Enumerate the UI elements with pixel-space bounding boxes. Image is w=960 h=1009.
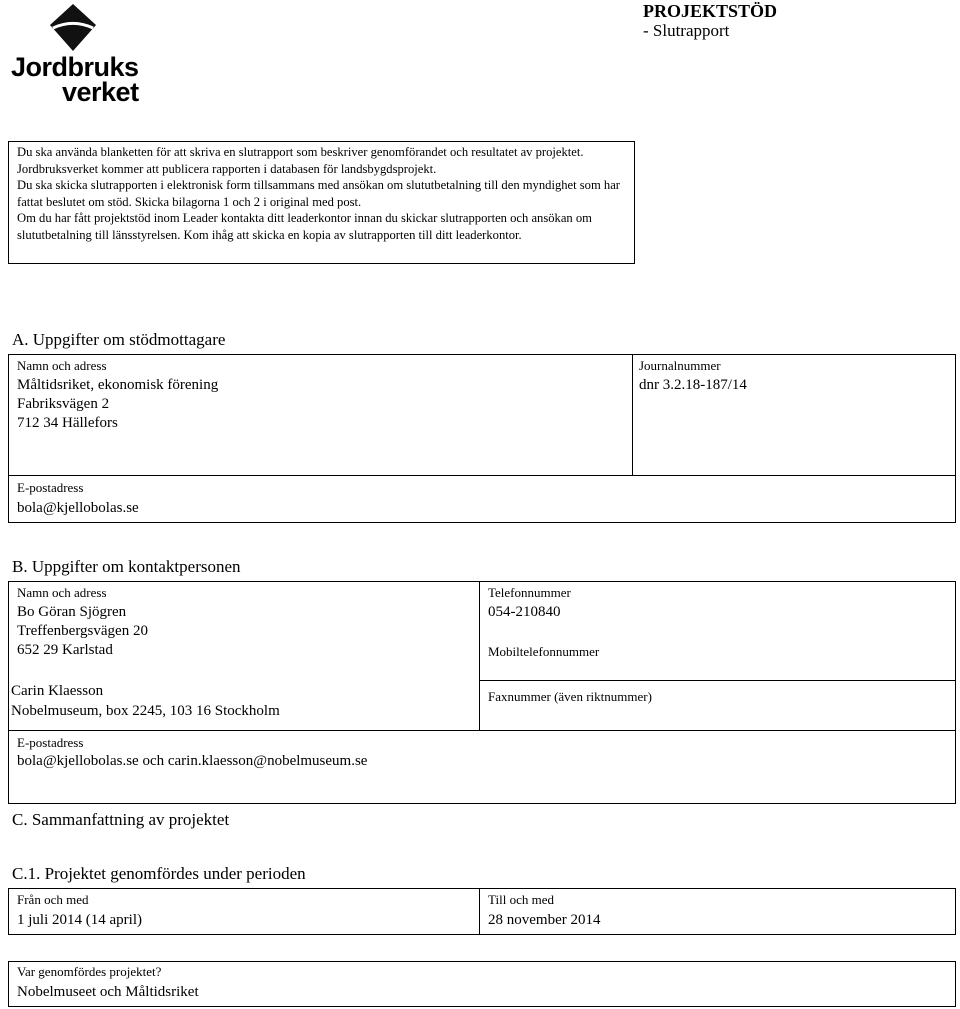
recipient-name-field[interactable]: Måltidsriket, ekonomisk förening (17, 377, 219, 393)
divider (479, 680, 956, 681)
journal-number-field[interactable]: dnr 3.2.18-187/14 (639, 377, 747, 393)
contact-postal-line[interactable]: 652 29 Karlstad (17, 642, 113, 658)
location-field[interactable]: Nobelmuseet och Måltidsriket (17, 984, 199, 1000)
form-title: PROJEKTSTÖD (643, 1, 778, 21)
to-label: Till och med (488, 892, 554, 907)
intro-box (8, 141, 635, 264)
location-label: Var genomfördes projektet? (17, 964, 162, 979)
section-a-heading: A. Uppgifter om stödmottagare (12, 330, 226, 349)
contact-email-field[interactable]: bola@kjellobolas.se och carin.klaesson@nobelmuseum.se (17, 753, 368, 769)
period-box (8, 888, 956, 935)
section-c1-heading: C.1. Projektet genomfördes under perioden (12, 864, 306, 883)
contact-email-label: E-postadress (17, 735, 84, 750)
to-date-field[interactable]: 28 november 2014 (488, 912, 601, 928)
mobile-label: Mobiltelefonnummer (488, 644, 600, 659)
divider (632, 354, 633, 475)
divider (8, 475, 956, 476)
contact-address-line[interactable]: Treffenbergsvägen 20 (17, 623, 148, 639)
contact-name-label: Namn och adress (17, 585, 107, 600)
fax-label: Faxnummer (även riktnummer) (488, 689, 652, 704)
logo-line1: Jordbruks (11, 52, 139, 82)
recipient-address-line[interactable]: Fabriksvägen 2 (17, 396, 110, 412)
logo-mark-icon (48, 3, 98, 53)
recipient-email-field[interactable]: bola@kjellobolas.se (17, 500, 139, 516)
form-subtitle: - Slutrapport (643, 21, 730, 40)
contact-name-field[interactable]: Bo Göran Sjögren (17, 604, 127, 620)
intro-paragraph-3: Om du har fått projektstöd inom Leader kontakta ditt leaderkontor innan du skickar slutrapporten och ansökan om slututbetalning till länsstyrelsen. Kom ihåg att skicka en kopia av slutrapporten till ditt leaderkontor. (17, 211, 592, 242)
from-label: Från och med (17, 892, 89, 907)
recipient-email-label: E-postadress (17, 480, 84, 495)
divider (479, 888, 480, 935)
intro-paragraph-2: Du ska skicka slutrapporten i elektronisk form tillsammans med ansökan om slututbetalning till den myndighet som har fattat beslutet om stöd. Skicka bilagorna 1 och 2 i original med post. (17, 178, 620, 209)
recipient-postal-line[interactable]: 712 34 Hällefors (17, 415, 118, 431)
intro-paragraph-1: Du ska använda blanketten för att skriva en slutrapport som beskriver genomförandet och resultatet av projektet. Jordbruksverket kommer att publicera rapporten i databasen för landsbygdsprojekt. (17, 145, 584, 176)
phone-field[interactable]: 054-210840 (488, 604, 561, 620)
contact-extra-address: Nobelmuseum, box 2245, 103 16 Stockholm (11, 703, 280, 719)
section-b-heading: B. Uppgifter om kontaktpersonen (12, 557, 241, 576)
from-date-field[interactable]: 1 juli 2014 (14 april) (17, 912, 142, 928)
phone-label: Telefonnummer (488, 585, 571, 600)
recipient-name-label: Namn och adress (17, 358, 107, 373)
section-c-heading: C. Sammanfattning av projektet (12, 810, 230, 829)
divider (8, 730, 956, 731)
contact-extra-name: Carin Klaesson (11, 683, 104, 699)
divider (479, 581, 480, 730)
journal-number-label: Journalnummer (639, 358, 721, 373)
logo-wordmark (11, 54, 141, 105)
logo-line2: verket (62, 77, 139, 107)
